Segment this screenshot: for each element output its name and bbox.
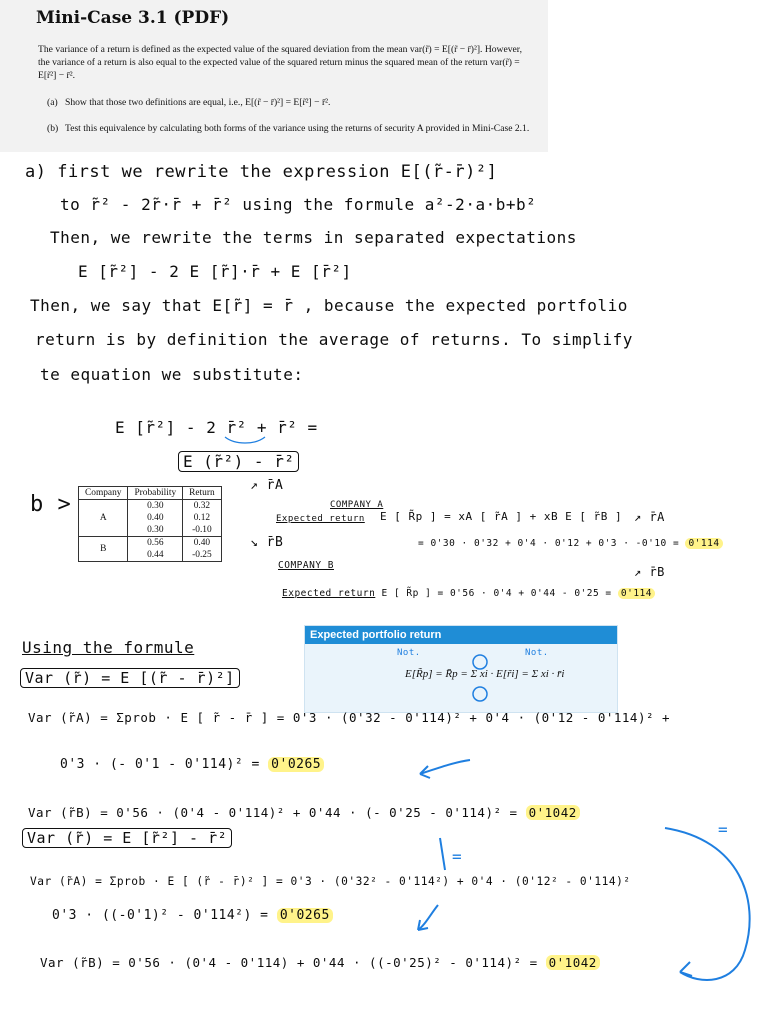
portfolio-return-formula: E[R̃p] = R̄p = Σ xi · E[r̃i] = Σ xi · r̄i [405, 668, 565, 680]
hw-formula-1: Var (r̃) = E [(r̃ - r̄)²] [20, 668, 240, 688]
hw-var-a-2-result: 0'0265 [277, 908, 333, 923]
question-a-text: Show that those two definitions are equal, i.e., E[(r̃ − r̄)²] = E[r̃²] − r̄². [65, 97, 331, 108]
hw-mark-rb: ↘ r̄B [250, 535, 284, 550]
table-cell: 0.44 [128, 549, 183, 562]
hw-line-a7: te equation we substitute: [40, 365, 304, 384]
hw-expected-return-a: Expected return [276, 514, 365, 524]
hw-result-a: E (r̃²) - r̄² [178, 451, 299, 472]
arrow-annotation [418, 905, 438, 930]
question-b-label: (b) [47, 123, 59, 134]
hw-calc-b-result: 0'114 [618, 588, 655, 599]
equals-connector [440, 838, 445, 870]
hw-using-formula: Using the formule [22, 638, 195, 657]
hw-var-a-2: Var (r̃A) = Σprob · E [ (r̃ - r̄)² ] = 0'3 · (0'32² - 0'114²) + 0'4 · (0'12² - 0'114)² [30, 875, 631, 888]
hw-line-a5: Then, we say that E[r̃] = r̄ , because the expected portfolio [30, 296, 628, 315]
notation-label: Not. [397, 648, 421, 658]
hw-var-a-1b-expr: 0'3 · (- 0'1 - 0'114)² = [60, 757, 260, 772]
hw-company-a: COMPANY A [330, 500, 384, 510]
table-cell: 0.40 [128, 512, 183, 524]
table-cell: 0.30 [128, 524, 183, 537]
hw-line-a6: return is by definition the average of returns. To simplify [35, 330, 633, 349]
hw-formula-2: Var (r̃) = E [r̃²] - r̄² [22, 828, 232, 848]
table-cell: 0.12 [193, 513, 211, 523]
hw-calc-a-expr: = 0'30 · 0'32 + 0'4 · 0'12 + 0'3 · -0'10 = [418, 538, 680, 549]
hw-var-b-2-result: 0'1042 [546, 955, 600, 970]
hw-line-a1: a) first we rewrite the expression E[(r̃-r̄)²] [25, 162, 498, 182]
hw-calc-b-expr: E [ R̃p ] = 0'56 · 0'4 + 0'44 - 0'25 = [381, 588, 612, 599]
circle-annotation [473, 655, 487, 669]
hw-label-b: b > [30, 492, 72, 517]
question-b-text: Test this equivalence by calculating both forms of the variance using the returns of security A provided in Mini-Case 2.1. [65, 123, 530, 134]
equals-annotation: = [452, 847, 463, 866]
hw-var-a-1: Var (r̃A) = Σprob · E [ r̃ - r̄ ] = 0'3 · (0'32 - 0'114)² + 0'4 · (0'12 - 0'114)² + [28, 710, 671, 725]
table-cell: -0.25 [192, 550, 212, 560]
circle-annotation [473, 687, 487, 701]
hw-var-b-1-result: 0'1042 [526, 805, 580, 820]
hw-line-a2: to r̃² - 2r̃·r̄ + r̄² using the formule a²-2·a·b+b² [60, 195, 537, 214]
hw-var-a-1-result: 0'0265 [268, 757, 324, 772]
hw-var-b-1-expr: Var (r̃B) = 0'56 · (0'4 - 0'114)² + 0'44 · (- 0'25 - 0'114)² = [28, 805, 518, 820]
question-a-label: (a) [47, 97, 58, 108]
hw-var-b-2-expr: Var (r̃B) = 0'56 · (0'4 - 0'114) + 0'44 · ((-0'25)² - 0'114)² = [40, 955, 538, 970]
table-cell: 0.32 [193, 501, 211, 511]
table-cell-company: B [79, 537, 128, 562]
table-header: Probability [128, 487, 183, 500]
table-header: Company [79, 487, 128, 500]
table-cell: 0.30 [128, 500, 183, 513]
hw-line-a3: Then, we rewrite the terms in separated expectations [50, 228, 577, 247]
hw-mark-b2: ↗ r̄B [634, 565, 665, 579]
hw-line-a8: E [r̃²] - 2 r̄² + r̄² = [115, 418, 318, 437]
hw-mark-a2: ↗ r̄A [634, 510, 665, 524]
hw-calc-a-result: 0'114 [685, 538, 722, 549]
table-cell: -0.10 [192, 525, 212, 535]
table-cell: 0.40 [183, 537, 222, 550]
hw-company-b: COMPANY B [278, 560, 334, 571]
page-title: Mini-Case 3.1 (PDF) [36, 8, 230, 28]
hw-var-a-2b-expr: 0'3 · ((-0'1)² - 0'114²) = [52, 908, 269, 923]
hw-expected-formula-a: E [ R̃p ] = xA [ r̃A ] + xB E [ r̃B ] [380, 510, 623, 523]
table-cell-company: A [79, 500, 128, 537]
hw-line-a4: E [r̃²] - 2 E [r̃]·r̄ + E [r̄²] [78, 262, 352, 281]
table-header: Return [183, 487, 222, 500]
notation-label: Not. [525, 648, 549, 658]
arrow-annotation [665, 828, 750, 980]
intro-paragraph: The variance of a return is defined as the expected value of the squared deviation from the mean var(r̃) = E[(r̃ − r̄)²]. However, the variance of a return is also equal to the expected value of the squared return minus the squared mean of the return var(r̃) = E[r̃²] − r̄². [38, 44, 522, 81]
equals-annotation: = [718, 820, 729, 839]
portfolio-return-title: Expected portfolio return [305, 626, 617, 644]
hw-expected-return-b: Expected return [282, 588, 376, 599]
table-cell: 0.56 [128, 537, 183, 550]
hw-mark-ra: ↗ r̄A [250, 478, 284, 493]
underbrace-annotation [225, 437, 265, 443]
